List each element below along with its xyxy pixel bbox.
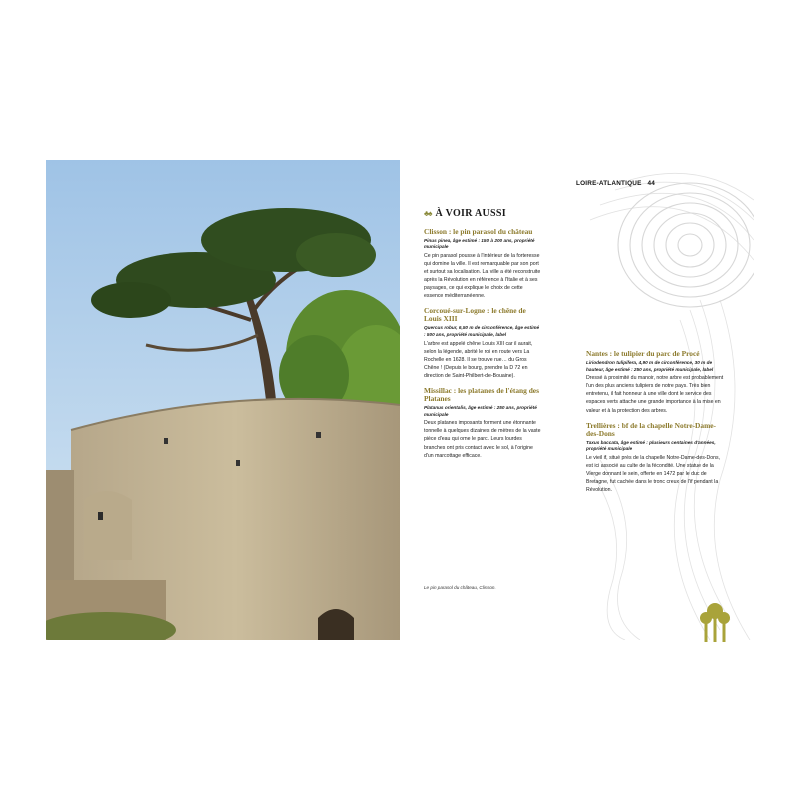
castle-photo [46, 160, 400, 640]
book-spread [46, 160, 754, 640]
photo-caption: Le pin parasol du château, Clisson. [424, 585, 496, 590]
entry-corcoue [424, 307, 542, 380]
entry-meta: Pinus pinea, âge estimé : 150 à 200 ans, propriété municipale [424, 237, 535, 250]
trees-icon: ♣♠ [424, 208, 432, 218]
region-tree-badge-icon [698, 600, 732, 644]
entry-title: Missillac : les platanes de l'étang des Platanes [424, 385, 539, 404]
entry-meta: Liriodendron tulipifera, 4,90 m de circonférence, 30 m de hauteur, âge estimé : 250 ans, propriété municipale, label [586, 360, 714, 372]
section-header [424, 206, 542, 222]
entry-title: Nantes : le tulipier du parc de Procé [586, 349, 700, 358]
entry-body: L'arbre est appelé chêne Louis XIII car il aurait, selon la légende, abrité le roi en route vers La Rochelle en 1628. Il se trouve rue… du Gros Chêne ! (Depuis le bourg, prendre la D 72 en direction de Saint-Philbert-de-Bouaine). [424, 340, 533, 379]
entry-body: Deux platanes imposants forment une étonnante tonnelle à quelques dizaines de mètres de la vaste pièce d'eau qui orne le parc. Leurs lourdes branches ont pris contact avec le sol, à l'origine d'un marcottage efficace. [424, 420, 541, 459]
running-head-page: 44 [647, 180, 656, 187]
right-text-column [586, 350, 726, 501]
entry-title: Clisson : le pin parasol du château [424, 226, 533, 236]
left-text-column [424, 206, 542, 467]
entry-meta: Taxus baccata, âge estimé : plusieurs centaines d'années, propriété municipale [586, 439, 716, 452]
entry-meta: Quercus robur, 6,50 m de circonférence, âge estimé : 500 ans, propriété municipale, label [424, 325, 540, 338]
running-head-region: LOIRE-ATLANTIQUE [576, 180, 642, 187]
entry-missillac [424, 387, 542, 460]
entry-body: Ce pin parasol pousse à l'intérieur de la forteresse qui domine la ville. Il est remarquable par son port et surtout sa localisation. La ville a été reconstruite après la Révolution en référence à l'Italie et à ses paysages, ce qui explique le choix de cette essence méditerranéenne. [424, 252, 541, 300]
entry-clisson [424, 228, 542, 301]
entry-body: Le vieil if, situé près de la chapelle Notre-Dame-des-Dons, est ici associé au culte de la fécondité. Une statue de la Vierge donnant le sein, offerte en 1472 par le duc de Bretagne, fut cachée dans le tronc creux de l'if pendant la Révolution. [586, 455, 721, 494]
entry-treillieres [586, 422, 726, 495]
section-title: À VOIR AUSSI [435, 208, 506, 219]
entry-title: Corcoué-sur-Logne : le chêne de Louis XIII [424, 306, 526, 324]
entry-meta: Platanus orientalis, âge estimé : 250 ans, propriété municipale [424, 405, 537, 417]
entry-nantes [586, 350, 726, 415]
entry-title: Trellières : bf de la chapelle Notre-Dame-des-Dons [586, 420, 716, 438]
entry-body: Dressé à proximité du manoir, notre arbre est probablement l'un des plus anciens tulipiers de notre pays. Très bien entretenu, il fait honneur à une ville dont le service des espaces verts attache une grande importance à la mise en valeur et à la protection des arbres. [586, 375, 724, 414]
running-head [576, 180, 655, 187]
